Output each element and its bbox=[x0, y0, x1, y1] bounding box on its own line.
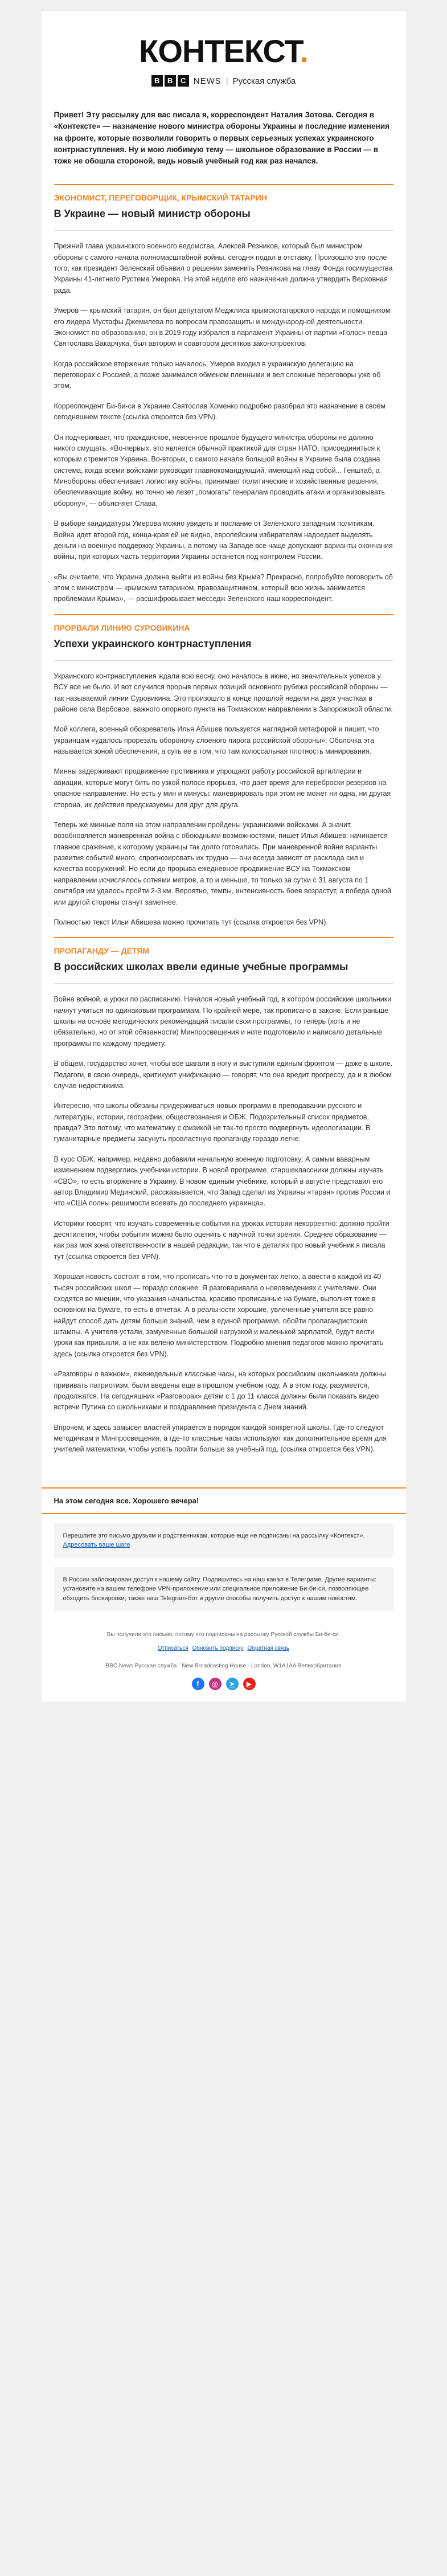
access-box bbox=[54, 1567, 393, 1612]
paragraph: Украинского контрнаступления ждали всю весну, оно началось в июне, но значительных успехов у ВСУ все не было. И вот случился прорыв первых позиций основного рубежа российской обороны — так называемой линии Суровикина. Это произошло в конце прошлой недели на двух участках в районе села Вербовое, важного опорного пункта на Токмакском направлении в Запорожской области. bbox=[54, 672, 393, 713]
sections bbox=[54, 184, 393, 1455]
logo-text: КОНТЕКСТ bbox=[139, 33, 300, 69]
unsubscribe-link[interactable]: Отписаться bbox=[157, 1645, 188, 1652]
sign-off: На этом сегодня все. Хорошего вечера! bbox=[42, 1487, 406, 1514]
access-text: В России заблокирован доступ к нашему сайту. Подпишитесь на наш канал в Телеграме. Другие варианты: установите на вашем телефоне VPN-приложение или специальное приложение Би-би-си, позволяющее обходить блокировки, также наш Telegram-бот и другие способы получить доступ к нашим новостям. bbox=[63, 1576, 377, 1602]
paragraph: В выборе кандидатуры Умерова можно увидеть и послание от Зеленского западным политикам. Война идет второй год, конца-края ей не видно, европейским избирателям надоедает выделять деньги на военную поддержку Украины, а потому на Западе все чаще допускают варианты окончания войны, при которых часть территории Украины останется под контролем России. bbox=[54, 520, 393, 561]
section-tag: ЭКОНОМИСТ, ПЕРЕГОВОРЩИК, КРЫМСКИЙ ТАТАРИН bbox=[54, 184, 393, 208]
paragraph: Умеров — крымский татарин, он был депутатом Меджлиса крымскотатарского народа и помощником его лидера Мустафы Джемилева по вопросам правозащиты и международной деятельности. Экономист по образованию, он в 2019 году избрался в парламент Украины от партии «Голос» певца Святослава Вакарчука, был автором и соавтором десятков законопроектов. bbox=[54, 306, 391, 348]
newsletter-card bbox=[42, 11, 406, 1702]
facebook-icon[interactable]: f bbox=[192, 1678, 204, 1690]
paragraph: В курс ОБЖ, например, недавно добавили начальную военную подготовку: А самым ваварным изменением подверглись учебники истории. В новой программе, старшеклассники должны изучать «СВО», то есть вторжение в Украину. В новом единым учебнике, который в августе представил его автор Владимир Мединский, рассказывается, что Запад сделал из Украины «таран» против России и что «США полны решимости воевать до последнего украинца». bbox=[54, 1155, 391, 1208]
feedback-link[interactable]: Обратная связь bbox=[247, 1645, 290, 1652]
logo-dot: . bbox=[300, 33, 308, 69]
paragraph: Когда российское вторжение только началось, Умеров входил в украинскую делегацию на переговорах с Россией, а позже занимался обменом пленными и вел сложные переговоры уже об этом. bbox=[54, 359, 381, 390]
paragraph: Полностью текст Ильи Абишева можно прочитать тут (ссылка откроется без VPN). bbox=[54, 918, 328, 926]
paragraph: Теперь же минные поля на этом направлении пройдены украинскими войсками. А значит, возобновляется маневренная война с обоюдными возможностями, пишет Илья Абишев: начинается главное сражение, к которому украинцы так долго готовились. При маневренной войне варианты развития событий много, спрогнозировать их трудно — они всегда зависят от расклада сил и качества вооружений. Но если до прорыва ежедневное продвижение ВСУ на Токмакском направлении исчислялось сотнями метров, а то и меньше, то только за сутки с 31 августа по 1 сентября им удалось пройти 2-3 км. Вероятно, темпы, интенсивность боев возрастут, а победа одной или другой стороны станут заметнее. bbox=[54, 820, 391, 906]
paragraph: «Вы считаете, что Украина должна выйти из войны без Крыма? Прекрасно, попробуйте поговорить об этом с министром — крымским татарином, правозащитником, который всю жизнь занимается проблемами Крыма», — расшифровывает месседж Зеленского наш корреспондент. bbox=[54, 573, 393, 603]
forward-link[interactable]: Адресовать ваше шаге bbox=[63, 1541, 130, 1549]
social-links bbox=[42, 1671, 406, 1702]
paragraph: Мой коллега, военный обозреватель Илья Абишев пользуется наглядной метафорой и пишет, что украинцам «удалось прорезать обороночу слоеного пирога российской обороны». Оболочка эта называется зоной обеспечения, а суть ее в том, что там колоссальная плотность минирования. bbox=[54, 725, 379, 755]
bbc-brand-row bbox=[42, 75, 406, 87]
bbc-logo: B B C bbox=[151, 75, 189, 87]
forward-text: Перешлите это письмо друзьям и родственникам, которые еще не подписаны на рассылку «Контекст». bbox=[63, 1532, 365, 1539]
telegram-icon[interactable]: ➤ bbox=[226, 1678, 239, 1690]
story-title: В Украине — новый министр обороны bbox=[54, 208, 393, 231]
paragraph: Интересно, что школы обязаны придерживаться новых программ в преподавании русского и литературы, истории, географии, обществознания и ОБЖ. Подозрительный список предметов, правда? Это потому, что математику с физикой не так-то просто подвергнуть идеологизации. В гуманитарные предметы засунуть провластную пропаганду гораздо легче. bbox=[54, 1102, 371, 1143]
newsletter-body bbox=[42, 106, 406, 1482]
paragraph: Впрочем, и здесь замысел властей упирается в порядок каждой конкретной школы. Где-то следуют методичкам и Минпросвещения, а где-то классные часы используют как дополнительное время для учителей математики, чтобы успеть пройти больше за учебный год. (ссылка откроется без VPN). bbox=[54, 1423, 387, 1454]
update-subscription-link[interactable]: Обновить подписку bbox=[192, 1645, 244, 1652]
kontekst-logo bbox=[42, 35, 406, 67]
fine-links bbox=[42, 1639, 406, 1651]
brand-separator: | bbox=[225, 76, 228, 86]
story-title: Успехи украинского контрнаступления bbox=[54, 638, 393, 661]
forward-box bbox=[54, 1523, 393, 1558]
header bbox=[42, 11, 406, 106]
youtube-icon[interactable]: ▶ bbox=[243, 1678, 256, 1690]
paragraph: Хорошая новость состоит в том, что прописать что-то в документах легко, а ввести в каждой из 40 тысяч российских школ — гораздо сложнее. Я разговаривала о нововведениях с учителями. Они сходятся во мнении, что указания начальства, красиво прописанные на бумаге, выполнят тоже в основном на бумаге, то есть в отчетах. А в реальности хорошие, увлеченные учителя все равно найдут способ дать детям больше знаний, чем в единой программе, обойти пропагандистские штампы. А учителя-устали, замученные большой нагрузкой и маленькой зарплатой, будут вести уроки как привыкли, а не как велено министерством. Подробно мнения педагогов можно прочитать здесь (ссылка откроется без VPN). bbox=[54, 1273, 384, 1358]
paragraph: Историки говорят, что изучать современные события на уроках истории некорректно: должно пройти десятилетия, чтобы события можно было оценить с научной точки зрения. Среднее образование — как раз моя зона ответственности в нашей редакции, так что в деталях про новый учебник я писала тут (ссылка откроется без VPN). bbox=[54, 1219, 389, 1261]
paragraph: Минны задерживают продвижение противника и упрощают работу российской артиллерии и авиации, которые могут бить по узкой полосе прорыва, что дает время для переброски резервов на опасное направление. Но есть у мин и минусы: маневрировать при этом не может ни одна, ни другая сторона, их действия предсказуемы для друг для друга. bbox=[54, 767, 391, 809]
paragraph: «Разговоры о важном», еженедельные классные часы, на которых российским школьникам должны прививать патриотизм, были введены еще в прошлом учебном году. А в этом году, разумеется, продолжатся. На сегодняшних «Разговорах» детям с 1 до 11 класса должны были показать видео встречи Путина со школьниками и поздравление президента с Днем знаний. bbox=[54, 1370, 386, 1412]
section-tag: ПРОРВАЛИ ЛИНИЮ СУРОВИКИНА bbox=[54, 614, 393, 638]
paragraph: Корреспондент Би-би-си в Украине Святослав Хоменко подробно разобрал это назначение в своем сегодняшнем тексте (ссылка откроется без VPN). bbox=[54, 402, 386, 422]
address: BBC News Русская служба · New Broadcasting House · London, W1A1AA Великобритания bbox=[105, 1663, 342, 1670]
news-label: NEWS bbox=[193, 76, 222, 86]
service-name: Русская служба bbox=[232, 76, 296, 86]
paragraph: Он подчеркивает, что гражданское, невоенное прошлое будущего министра обороны не должно никого смущать. «Во-первых, это является обычной практикой для стран НАТО, присоединиться к которым стремится Украина. Во-вторых, с самого начала большой войны в Украине была создана система, когда всеми войсками руководит главнокомандующий, имеющий над собой... Генштаб, а Минобороны обеспечивает логистику войны, принимает политические и хозяйственные решения, обеспечивающие войну, но точно не лезет „помогать“ генералам проводить атаки и организовывать оборону», — объясняет Слава. bbox=[54, 433, 385, 508]
paragraph: Прежний глава украинского военного ведомства, Алексей Резников, который был министром обороны с самого начала полномасштабной войны, сегодня подал в отставку. Произошло это после того, как президент Зеленский объявил о решении заменить Резникова на главу Фонда госимущества Украины 41-летнего Рустема Умерова. На этой неделе его назначение должна утвердить Верховная рада. bbox=[54, 242, 393, 295]
story-title: В российских школах ввели единые учебные программы bbox=[54, 961, 393, 984]
instagram-icon[interactable]: ◎ bbox=[209, 1678, 222, 1690]
paragraph: В общем, государство хочет, чтобы все шагали в ногу и выступили единым фронтом — даже в школе. Педагоги, в свою очередь, критикуют унификацию — говорят, что она вредит прогрессу, да и в любом случае недостижима. bbox=[54, 1060, 393, 1090]
section-tag: ПРОПАГАНДУ — ДЕТЯМ bbox=[54, 937, 393, 961]
fine-print: Вы получили это письмо, потому что подписаны на рассылку Русской службы Би-би-си. bbox=[106, 1632, 341, 1638]
intro-text: Привет! Эту рассылку для вас писала я, корреспондент Наталия Зотова. Сегодня в «Контексте» — назначение нового министра обороны Украины и последние изменения на фронте, которые позволили говорить о первых серьезных успехах украинского контрнаступления. Ну и мою любимую тему — школьное образование в России — в тоже не обошла стороной, ведь новый учебный год как раз начался. bbox=[54, 111, 389, 165]
paragraph: Война войной, а уроки по расписанию. Начался новый учебный год, в котором российские школьники начнут учиться по одинаковым программам. По крайней мере, так прописано в законе. Если раньше школы на основе методических рекомендаций писали свои программы, то теперь (хоть и не обязательно, но от этой обязанности) Минпросвещения и ноте подготовило и написало детальные программы по каждому предмету. bbox=[54, 995, 392, 1048]
